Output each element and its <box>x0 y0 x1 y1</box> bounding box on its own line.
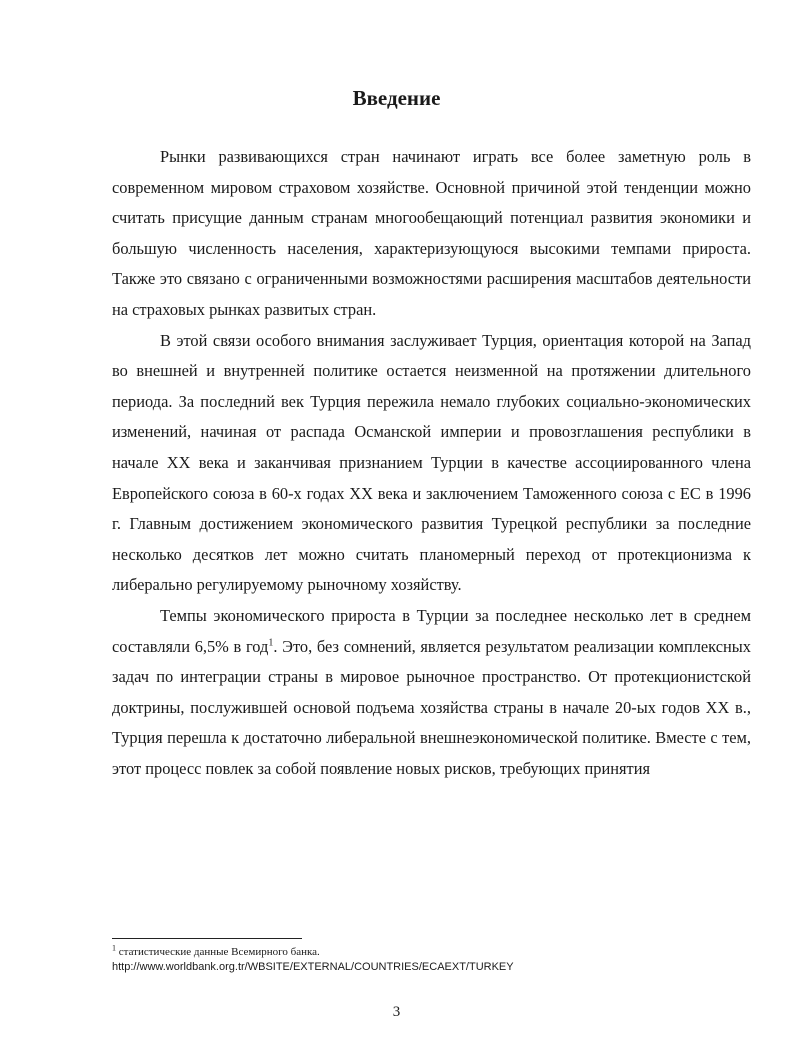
page-number: 3 <box>392 1004 401 1020</box>
paragraph-2 <box>112 326 751 601</box>
page-title: Введение <box>352 86 441 110</box>
body-text <box>112 142 751 784</box>
footnote-marker: 1 <box>112 943 116 953</box>
paragraph-1-text: Рынки развивающихся стран начинают играть все более заметную роль в современном мировом страховом хозяйстве. Основной причиной этой тенденции можно считать присущие данным странам многообещающий потенциал развития экономики и большую численность населения, характеризующуюся высокими темпами прироста. Также это связано с ограниченными возможностями расширения масштабов деятельности на страховых рынках развитых стран. <box>112 147 751 319</box>
paragraph-3-text-start: Темпы экономического прироста в Турции за последнее несколько лет в среднем составляли 6,5% в год <box>112 605 751 656</box>
footnotes <box>112 945 752 975</box>
paragraph-1 <box>112 142 751 326</box>
footnote-text: статистические данные Всемирного банка. <box>116 946 320 958</box>
paragraph-2-text: В этой связи особого внимания заслуживает Турция, ориентация которой на Запад во внешней и внутренней политике остается неизменной на протяжении длительного периода. За последний век Турция пережила немало глубоких социально-экономических изменений, начиная от распада Османской империи и провозглашения республики в начале XX века и заканчивая признанием Турции в качестве ассоциированного члена Европейского союза в 60-х годах XX века и заключением Таможенного союза с ЕС в 1996 г. Главным достижением экономического развития Турецкой республики за последние несколько десятков лет можно считать планомерный переход от протекционизма к либерально регулируемому рыночному хозяйству. <box>112 330 751 595</box>
paragraph-3-text-end: . Это, без сомнений, является результатом реализации комплексных задач по интеграции страны в мировое рыночное пространство. От протекционистской доктрины, послужившей основой подъема хозяйства страны в начале 20-ых годов XX в., Турция перешла к достаточно либеральной внешнеэкономической политике. Вместе с тем, этот процесс повлек за собой появление новых рисков, требующих принятия <box>112 636 751 778</box>
footnote-1 <box>112 945 752 960</box>
footnote-url: http://www.worldbank.org.tr/WBSITE/EXTERNAL/COUNTRIES/ECAEXT/TURKEY <box>112 961 514 973</box>
footnote-reference: 1 <box>268 637 274 649</box>
footnote-divider <box>112 938 302 939</box>
paragraph-3 <box>112 601 751 785</box>
